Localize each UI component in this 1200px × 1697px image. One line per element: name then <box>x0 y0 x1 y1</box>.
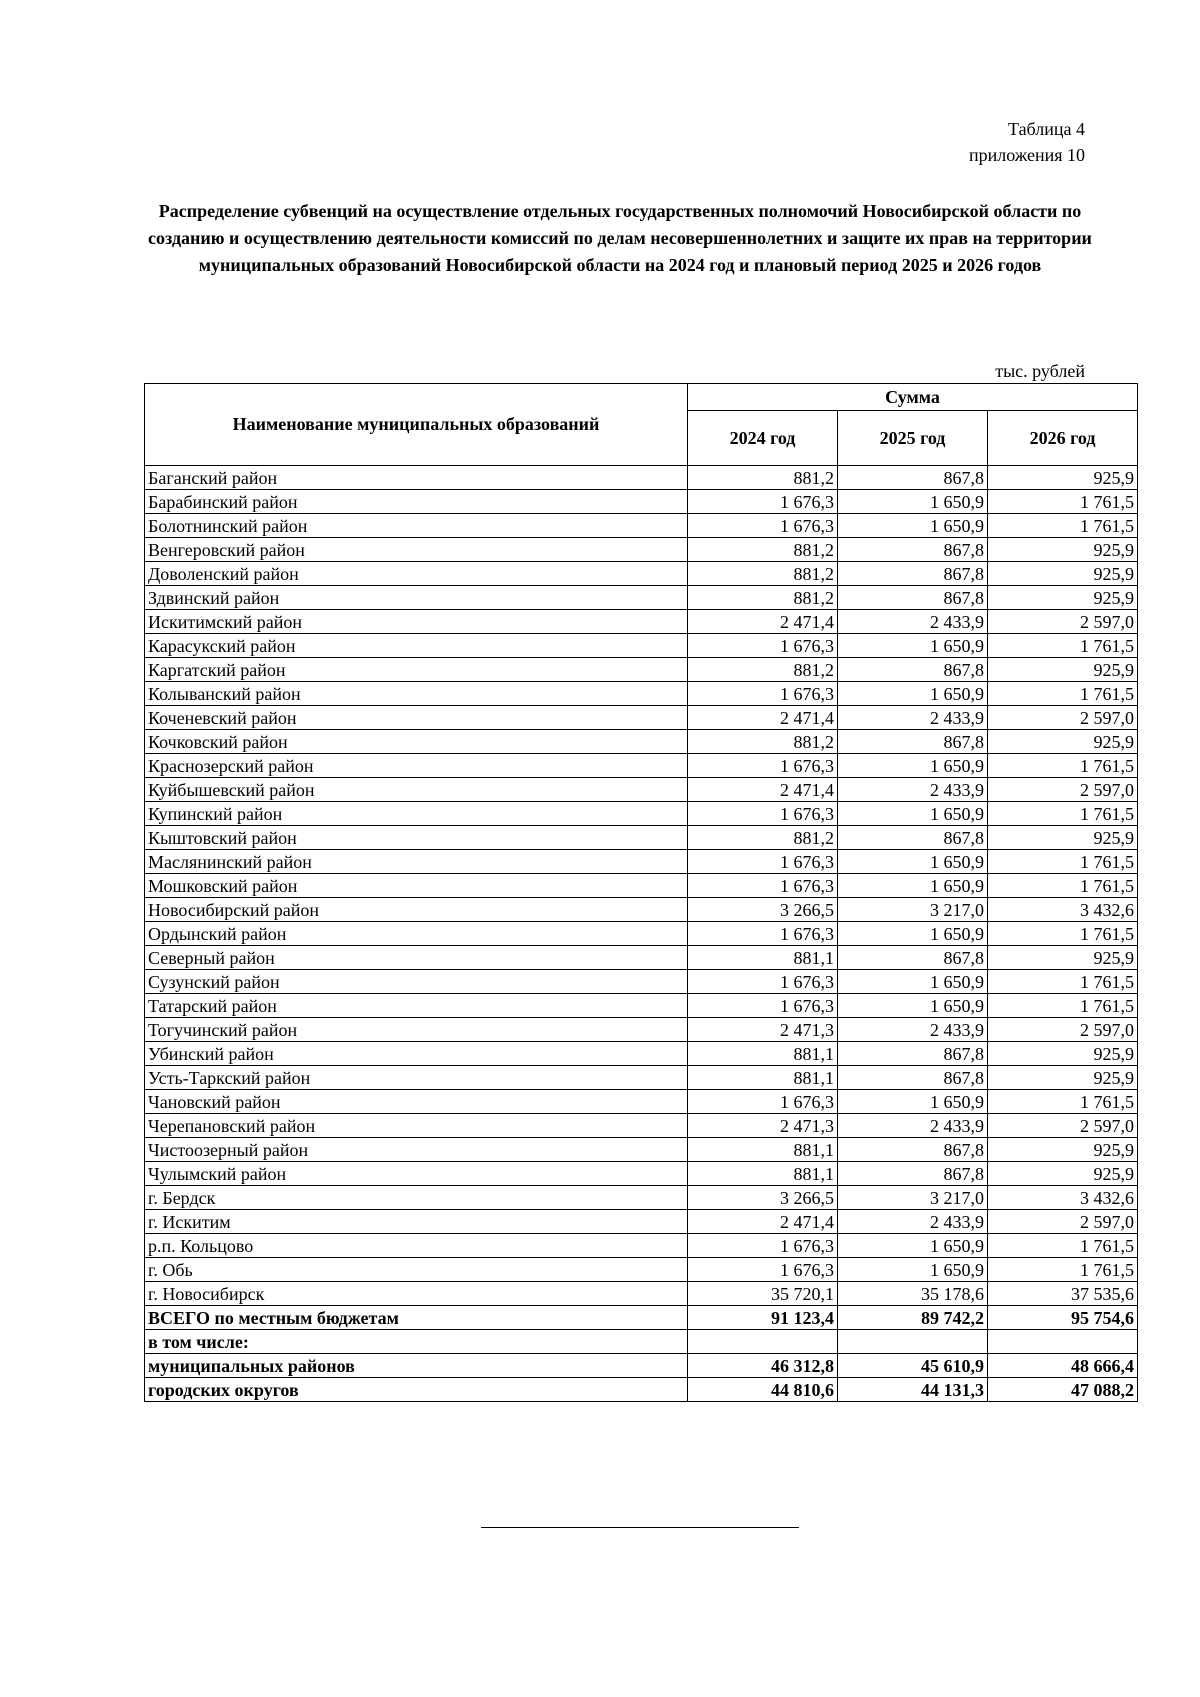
column-header-name: Наименование муниципальных образований <box>145 384 688 466</box>
cell-2024: 1 676,3 <box>688 490 838 514</box>
table-row <box>145 1138 1138 1162</box>
cell-name: Чановский район <box>145 1090 688 1114</box>
cell-2024: 1 676,3 <box>688 1090 838 1114</box>
table-label: Таблица 4 <box>1008 119 1085 139</box>
table-row <box>145 754 1138 778</box>
table-row <box>145 538 1138 562</box>
table-row <box>145 1210 1138 1234</box>
cell-2024: 881,2 <box>688 730 838 754</box>
table-row <box>145 1330 1138 1354</box>
cell-2026: 1 761,5 <box>988 754 1138 778</box>
cell-2026: 925,9 <box>988 1042 1138 1066</box>
table-row <box>145 1018 1138 1042</box>
cell-name: ВСЕГО по местным бюджетам <box>145 1306 688 1330</box>
cell-name: в том числе: <box>145 1330 688 1354</box>
cell-2024: 35 720,1 <box>688 1282 838 1306</box>
cell-2025: 867,8 <box>838 466 988 490</box>
cell-name: Мошковский район <box>145 874 688 898</box>
cell-2024: 2 471,4 <box>688 610 838 634</box>
cell-2025: 1 650,9 <box>838 874 988 898</box>
cell-2025: 1 650,9 <box>838 970 988 994</box>
cell-2026: 1 761,5 <box>988 874 1138 898</box>
cell-name: г. Обь <box>145 1258 688 1282</box>
subsidies-table <box>144 383 1138 1402</box>
table-row <box>145 1066 1138 1090</box>
cell-2026: 925,9 <box>988 466 1138 490</box>
cell-2024: 881,1 <box>688 1042 838 1066</box>
cell-name: Убинский район <box>145 1042 688 1066</box>
cell-2025: 1 650,9 <box>838 514 988 538</box>
cell-2026: 95 754,6 <box>988 1306 1138 1330</box>
cell-2024: 881,2 <box>688 562 838 586</box>
cell-2026: 1 761,5 <box>988 1090 1138 1114</box>
cell-name: Кочковский район <box>145 730 688 754</box>
cell-2025: 1 650,9 <box>838 1090 988 1114</box>
table-row <box>145 898 1138 922</box>
cell-2026: 2 597,0 <box>988 778 1138 802</box>
cell-2026: 925,9 <box>988 658 1138 682</box>
cell-2025: 1 650,9 <box>838 802 988 826</box>
cell-2024: 46 312,8 <box>688 1354 838 1378</box>
cell-2025: 1 650,9 <box>838 634 988 658</box>
table-row <box>145 1378 1138 1402</box>
cell-name: Ордынский район <box>145 922 688 946</box>
cell-2026: 47 088,2 <box>988 1378 1138 1402</box>
cell-2025: 2 433,9 <box>838 706 988 730</box>
cell-2026: 925,9 <box>988 730 1138 754</box>
table-row <box>145 514 1138 538</box>
cell-2026: 2 597,0 <box>988 1018 1138 1042</box>
cell-2026: 1 761,5 <box>988 1234 1138 1258</box>
cell-2026: 1 761,5 <box>988 802 1138 826</box>
cell-name: Болотнинский район <box>145 514 688 538</box>
cell-2026: 925,9 <box>988 1066 1138 1090</box>
cell-2025: 867,8 <box>838 946 988 970</box>
table-row <box>145 946 1138 970</box>
cell-name: Коченевский район <box>145 706 688 730</box>
appendix-label: приложения 10 <box>968 145 1085 165</box>
cell-2024: 881,1 <box>688 1138 838 1162</box>
cell-2024: 881,1 <box>688 946 838 970</box>
table-row <box>145 1282 1138 1306</box>
table-row <box>145 730 1138 754</box>
cell-name: Куйбышевский район <box>145 778 688 802</box>
cell-name: Чистоозерный район <box>145 1138 688 1162</box>
cell-name: г. Искитим <box>145 1210 688 1234</box>
cell-2025: 3 217,0 <box>838 1186 988 1210</box>
table-row <box>145 634 1138 658</box>
column-header-2025: 2025 год <box>838 411 988 466</box>
table-row <box>145 874 1138 898</box>
cell-name: Сузунский район <box>145 970 688 994</box>
cell-name: г. Новосибирск <box>145 1282 688 1306</box>
cell-2026: 925,9 <box>988 946 1138 970</box>
cell-2025: 89 742,2 <box>838 1306 988 1330</box>
cell-2025: 1 650,9 <box>838 1234 988 1258</box>
cell-2024: 2 471,3 <box>688 1018 838 1042</box>
end-divider <box>481 1527 799 1528</box>
cell-2024: 2 471,3 <box>688 1114 838 1138</box>
cell-2025: 2 433,9 <box>838 778 988 802</box>
cell-2024: 1 676,3 <box>688 514 838 538</box>
cell-2024: 1 676,3 <box>688 850 838 874</box>
cell-2026: 48 666,4 <box>988 1354 1138 1378</box>
cell-2026: 2 597,0 <box>988 1114 1138 1138</box>
cell-2025: 1 650,9 <box>838 682 988 706</box>
cell-2025: 867,8 <box>838 1162 988 1186</box>
cell-2024: 1 676,3 <box>688 682 838 706</box>
cell-2024: 1 676,3 <box>688 634 838 658</box>
cell-2026: 925,9 <box>988 1162 1138 1186</box>
cell-2025: 867,8 <box>838 1138 988 1162</box>
cell-2025: 867,8 <box>838 586 988 610</box>
document-title: Распределение субвенций на осуществление отдельных государственных полномочий Новосибирской области по созданию и осуществлению деятельности комиссий по делам несовершеннолетних и защите их прав на территории муниципальных образований Новосибирской области на 2024 год и плановый период 2025 и 2026 годов <box>148 201 1092 275</box>
cell-2025: 2 433,9 <box>838 1018 988 1042</box>
cell-2025: 1 650,9 <box>838 994 988 1018</box>
cell-2026: 2 597,0 <box>988 1210 1138 1234</box>
cell-2026: 1 761,5 <box>988 514 1138 538</box>
cell-name: р.п. Кольцово <box>145 1234 688 1258</box>
cell-name: Кыштовский район <box>145 826 688 850</box>
cell-2024: 2 471,4 <box>688 1210 838 1234</box>
cell-name: Тогучинский район <box>145 1018 688 1042</box>
cell-2024: 1 676,3 <box>688 802 838 826</box>
cell-2026: 1 761,5 <box>988 682 1138 706</box>
cell-2025: 2 433,9 <box>838 610 988 634</box>
cell-2024: 1 676,3 <box>688 970 838 994</box>
table-reference <box>969 116 1085 168</box>
cell-2024: 881,1 <box>688 1162 838 1186</box>
cell-2024: 2 471,4 <box>688 706 838 730</box>
cell-2025: 867,8 <box>838 826 988 850</box>
cell-name: Маслянинский район <box>145 850 688 874</box>
cell-2026: 2 597,0 <box>988 610 1138 634</box>
cell-2026: 1 761,5 <box>988 970 1138 994</box>
units-label: тыс. рублей <box>995 361 1085 381</box>
cell-2026: 925,9 <box>988 562 1138 586</box>
table-row <box>145 610 1138 634</box>
cell-2025: 3 217,0 <box>838 898 988 922</box>
cell-name: Каргатский район <box>145 658 688 682</box>
cell-2024: 881,2 <box>688 538 838 562</box>
cell-2026: 3 432,6 <box>988 1186 1138 1210</box>
cell-2024: 1 676,3 <box>688 994 838 1018</box>
cell-2026: 1 761,5 <box>988 922 1138 946</box>
cell-name: Новосибирский район <box>145 898 688 922</box>
table-row <box>145 490 1138 514</box>
cell-2025: 867,8 <box>838 538 988 562</box>
cell-2026: 1 761,5 <box>988 1258 1138 1282</box>
table-row <box>145 994 1138 1018</box>
table-row <box>145 1186 1138 1210</box>
cell-2024: 881,2 <box>688 466 838 490</box>
cell-name: Искитимский район <box>145 610 688 634</box>
column-header-2026: 2026 год <box>988 411 1138 466</box>
cell-2026: 1 761,5 <box>988 490 1138 514</box>
cell-name: Краснозерский район <box>145 754 688 778</box>
cell-2025: 867,8 <box>838 658 988 682</box>
cell-name: городских округов <box>145 1378 688 1402</box>
cell-2024: 2 471,4 <box>688 778 838 802</box>
cell-2024: 881,2 <box>688 586 838 610</box>
cell-2024: 1 676,3 <box>688 874 838 898</box>
cell-2024: 1 676,3 <box>688 1234 838 1258</box>
cell-2024: 1 676,3 <box>688 754 838 778</box>
cell-2024: 881,2 <box>688 826 838 850</box>
cell-name: Барабинский район <box>145 490 688 514</box>
cell-2025: 1 650,9 <box>838 922 988 946</box>
table-row <box>145 466 1138 490</box>
cell-2026 <box>988 1330 1138 1354</box>
cell-name: Северный район <box>145 946 688 970</box>
cell-2026: 1 761,5 <box>988 850 1138 874</box>
cell-2025: 1 650,9 <box>838 850 988 874</box>
cell-2025: 867,8 <box>838 730 988 754</box>
table-row <box>145 1114 1138 1138</box>
cell-name: Карасукский район <box>145 634 688 658</box>
table-row <box>145 826 1138 850</box>
cell-2025: 2 433,9 <box>838 1210 988 1234</box>
cell-name: Татарский район <box>145 994 688 1018</box>
table-row <box>145 778 1138 802</box>
cell-2025: 1 650,9 <box>838 1258 988 1282</box>
cell-2024: 1 676,3 <box>688 1258 838 1282</box>
cell-name: Баганский район <box>145 466 688 490</box>
cell-2024: 3 266,5 <box>688 1186 838 1210</box>
table-row <box>145 1162 1138 1186</box>
cell-name: Чулымский район <box>145 1162 688 1186</box>
cell-2026: 3 432,6 <box>988 898 1138 922</box>
table-row <box>145 1042 1138 1066</box>
cell-name: Здвинский район <box>145 586 688 610</box>
cell-2025: 35 178,6 <box>838 1282 988 1306</box>
cell-2025 <box>838 1330 988 1354</box>
table-row <box>145 1234 1138 1258</box>
cell-2024: 881,1 <box>688 1066 838 1090</box>
table-row <box>145 970 1138 994</box>
cell-2026: 1 761,5 <box>988 994 1138 1018</box>
cell-2026: 1 761,5 <box>988 634 1138 658</box>
cell-2026: 925,9 <box>988 1138 1138 1162</box>
cell-name: Черепановский район <box>145 1114 688 1138</box>
table-row <box>145 658 1138 682</box>
cell-2025: 44 131,3 <box>838 1378 988 1402</box>
cell-name: муниципальных районов <box>145 1354 688 1378</box>
column-header-sum: Сумма <box>688 384 1138 411</box>
table-row <box>145 1258 1138 1282</box>
cell-2025: 45 610,9 <box>838 1354 988 1378</box>
cell-2026: 925,9 <box>988 586 1138 610</box>
cell-name: Усть-Таркский район <box>145 1066 688 1090</box>
cell-2025: 1 650,9 <box>838 490 988 514</box>
cell-2025: 867,8 <box>838 562 988 586</box>
table-row <box>145 1090 1138 1114</box>
cell-name: Венгеровский район <box>145 538 688 562</box>
cell-2024: 91 123,4 <box>688 1306 838 1330</box>
table-row <box>145 586 1138 610</box>
table-row <box>145 850 1138 874</box>
cell-2026: 925,9 <box>988 538 1138 562</box>
table-row <box>145 682 1138 706</box>
cell-2025: 1 650,9 <box>838 754 988 778</box>
cell-2025: 867,8 <box>838 1042 988 1066</box>
cell-2026: 2 597,0 <box>988 706 1138 730</box>
table-row <box>145 922 1138 946</box>
cell-name: Колыванский район <box>145 682 688 706</box>
column-header-2024: 2024 год <box>688 411 838 466</box>
cell-2024: 44 810,6 <box>688 1378 838 1402</box>
cell-name: г. Бердск <box>145 1186 688 1210</box>
cell-name: Купинский район <box>145 802 688 826</box>
table-row <box>145 1306 1138 1330</box>
cell-2026: 925,9 <box>988 826 1138 850</box>
table-body <box>145 466 1138 1402</box>
table-row <box>145 1354 1138 1378</box>
cell-2025: 2 433,9 <box>838 1114 988 1138</box>
cell-2024: 1 676,3 <box>688 922 838 946</box>
cell-2025: 867,8 <box>838 1066 988 1090</box>
cell-2024: 3 266,5 <box>688 898 838 922</box>
cell-2026: 37 535,6 <box>988 1282 1138 1306</box>
table-row <box>145 562 1138 586</box>
cell-2024: 881,2 <box>688 658 838 682</box>
cell-2024 <box>688 1330 838 1354</box>
table-row <box>145 706 1138 730</box>
cell-name: Доволенский район <box>145 562 688 586</box>
table-row <box>145 802 1138 826</box>
